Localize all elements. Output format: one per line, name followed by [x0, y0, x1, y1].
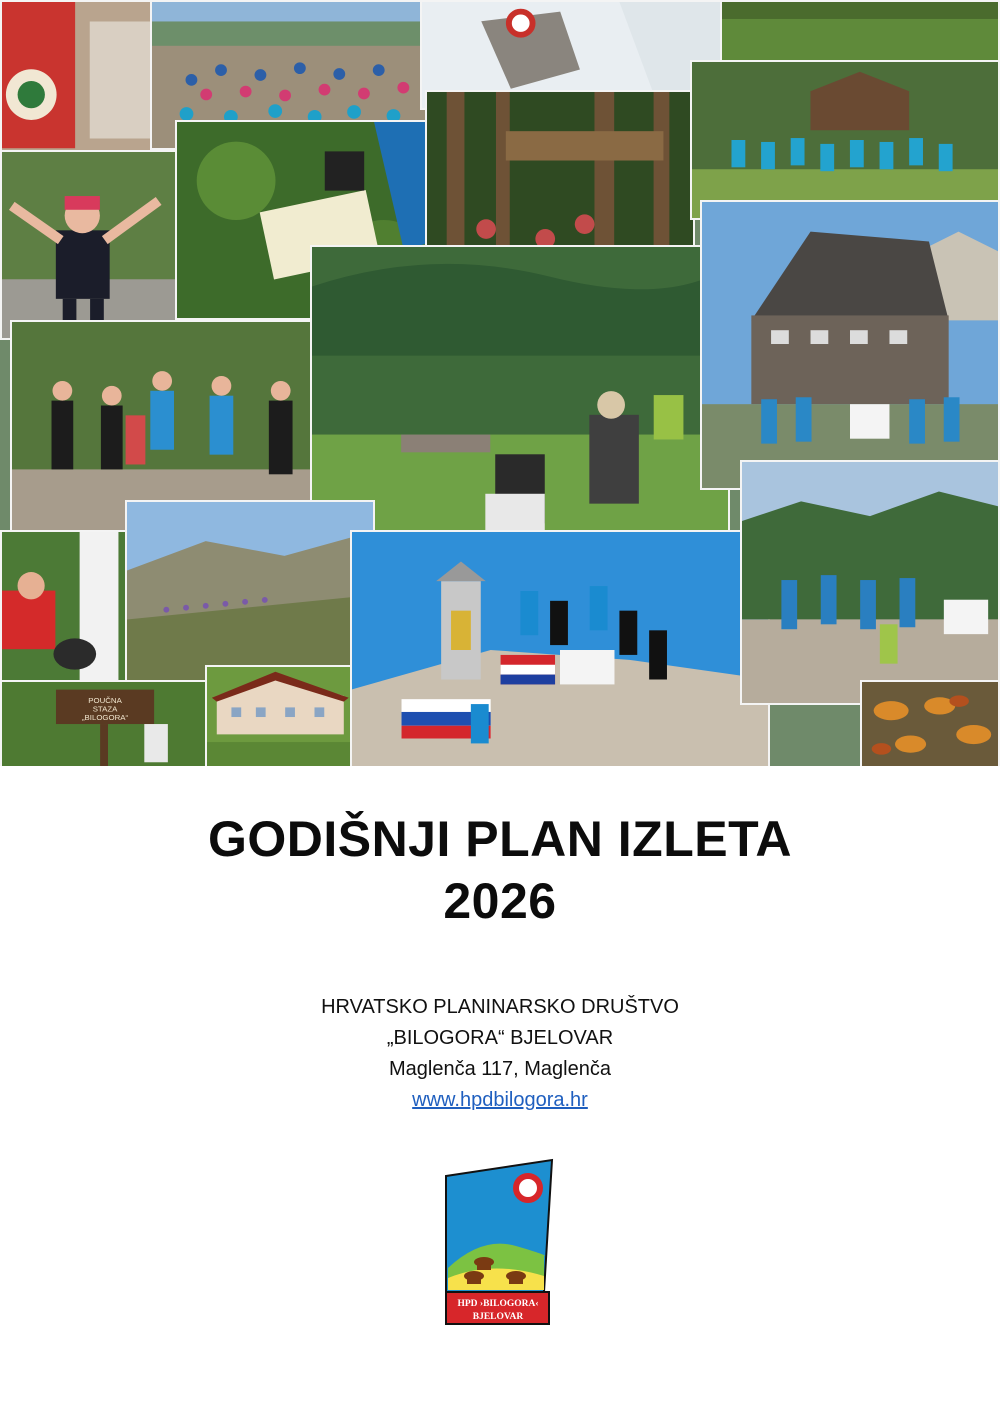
- organization-address: Maglenča 117, Maglenča: [389, 1058, 611, 1080]
- organization-name: HRVATSKO PLANINARSKO DRUŠTVO: [321, 996, 679, 1018]
- photo-autumn: [860, 680, 1000, 766]
- organization-branch: „BILOGORA“ BJELOVAR: [386, 1027, 614, 1049]
- logo-text-1: HPD ›BILOGORA‹: [457, 1299, 539, 1309]
- svg-text:„BILOGORA“: „BILOGORA“: [81, 713, 129, 723]
- hpd-bilogora-logo: [442, 1158, 558, 1326]
- title-line-1: GODIŠNJI PLAN IZLETA: [207, 811, 793, 867]
- website-link[interactable]: www.hpdbilogora.hr: [412, 1089, 588, 1111]
- cover-title: [0, 808, 1000, 932]
- photo-child: [0, 150, 190, 340]
- photo-badge: [0, 0, 160, 160]
- photo-hut-group: [690, 60, 1000, 220]
- photo-rocky-slope: [125, 500, 375, 690]
- photo-trail-sign: [0, 680, 215, 766]
- photo-old-hut: [700, 200, 1000, 490]
- svg-text:POUČNA: POUČNA: [88, 696, 122, 705]
- photo-dog: [0, 530, 135, 700]
- photo-summit-flags: [350, 530, 770, 766]
- organization-info: [0, 992, 1000, 1116]
- svg-text:STAZA: STAZA: [92, 704, 118, 714]
- title-year: 2026: [443, 873, 557, 929]
- logo-text-2: BJELOVAR: [472, 1312, 524, 1322]
- photo-ridge-group: [740, 460, 1000, 705]
